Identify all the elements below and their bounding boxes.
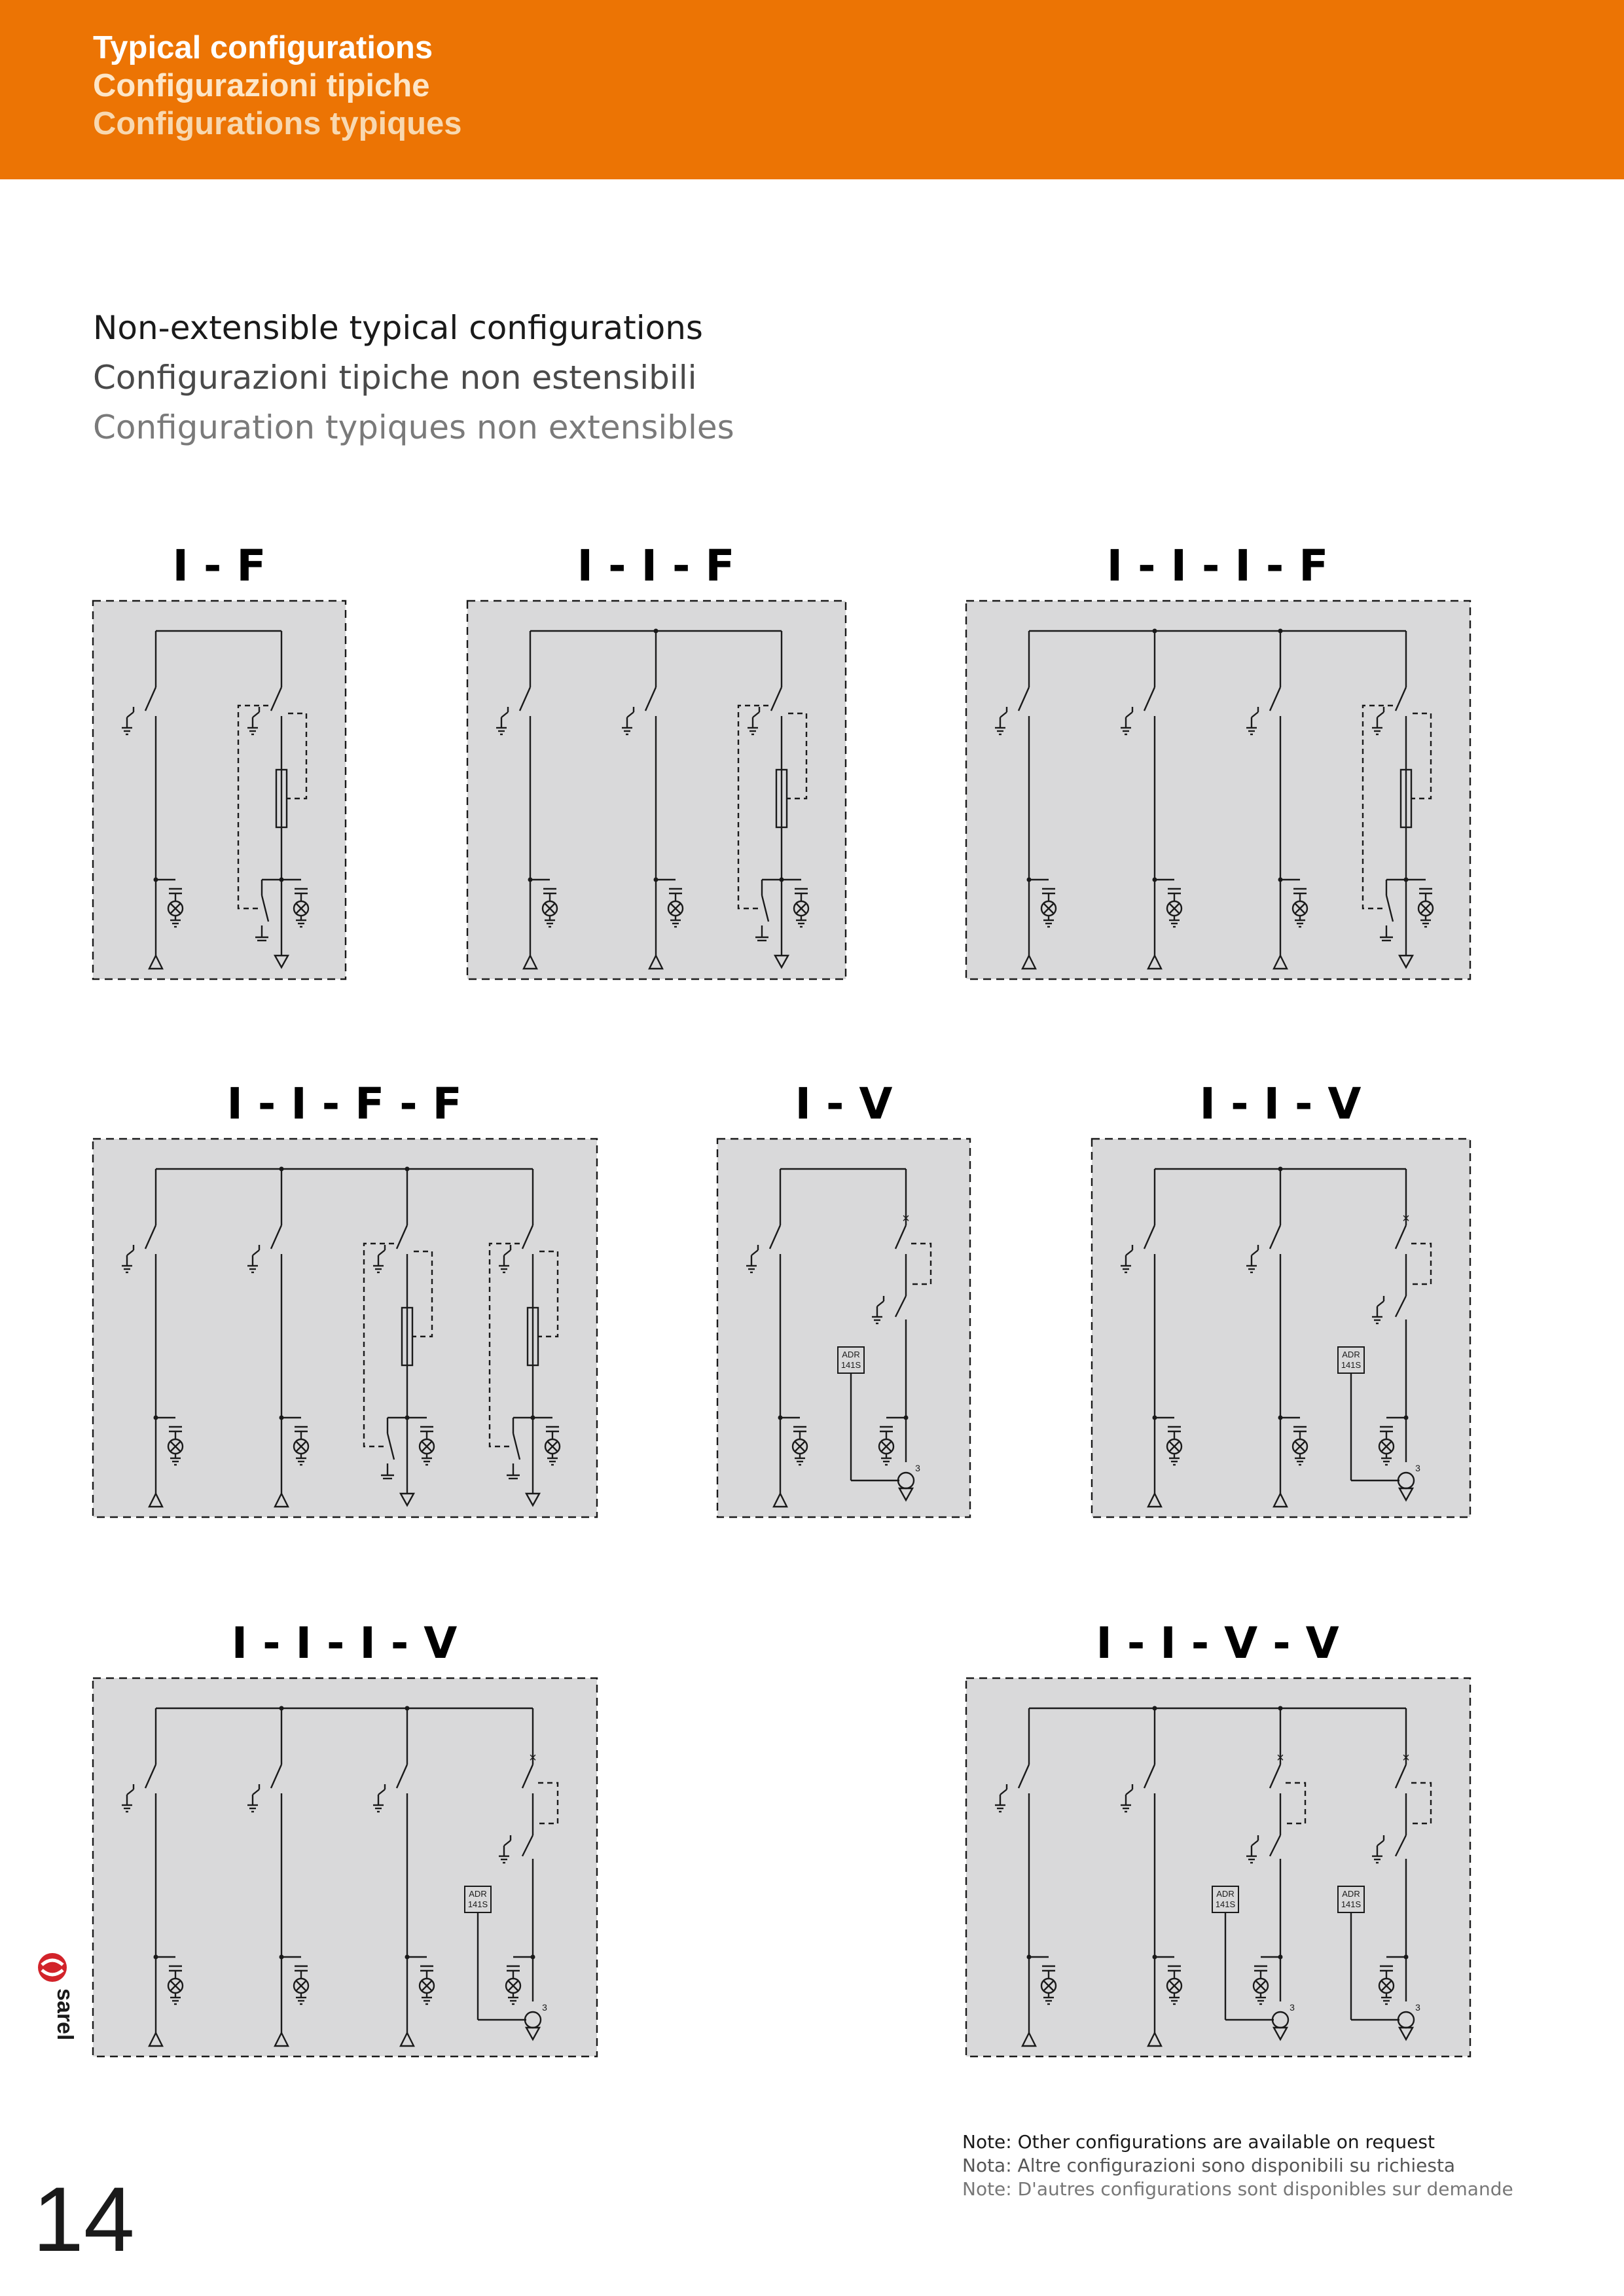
logo-text: sarel [52, 1988, 77, 2041]
section-title-fr: Configuration typiques non extensibles [93, 408, 734, 446]
note-it: Nota: Altre configurazioni sono disponibili su richiesta [962, 2155, 1456, 2176]
diagram-i-i-v-v [966, 1678, 1470, 2056]
relay-label-line1: ADR [1216, 1889, 1235, 1899]
breaker-mark: × [902, 1211, 910, 1226]
ct-number: 3 [1415, 1463, 1420, 1473]
diagram-panel [966, 1678, 1470, 2056]
diagram-panel [93, 1139, 597, 1517]
header-title-fr: Configurations typiques [93, 106, 462, 141]
relay-label-line1: ADR [1342, 1889, 1360, 1899]
relay-label-line2: 141S [1341, 1899, 1362, 1909]
diagram-i-i-v [1092, 1139, 1470, 1517]
note-en: Note: Other configurations are available on request [962, 2131, 1435, 2153]
ct-number: 3 [915, 1463, 920, 1473]
config-title-i-v: I - V [795, 1079, 893, 1129]
relay-label-line1: ADR [842, 1350, 860, 1359]
diagram-panel [93, 1678, 597, 2056]
ct-number: 3 [1290, 2002, 1295, 2013]
diagram-i-i-i-v [93, 1678, 597, 2056]
diagram-i-i-f [467, 601, 846, 979]
page-number: 14 [33, 2168, 135, 2270]
breaker-mark: × [1402, 1211, 1410, 1226]
breaker-mark: × [1276, 1751, 1284, 1765]
ct-number: 3 [1415, 2002, 1420, 2013]
diagram-i-f [93, 601, 346, 979]
config-title-i-i-i-f: I - I - I - F [1106, 541, 1329, 591]
relay-label-line2: 141S [1215, 1899, 1236, 1909]
config-title-i-i-f-f: I - I - F - F [226, 1079, 462, 1129]
diagram-i-v [717, 1139, 970, 1517]
config-title-i-i-f: I - I - F [577, 541, 735, 591]
breaker-mark: × [1402, 1751, 1410, 1765]
ct-number: 3 [542, 2002, 547, 2013]
header-title-en: Typical configurations [93, 30, 433, 65]
config-title-i-f: I - F [172, 541, 266, 591]
diagram-panel [966, 601, 1470, 979]
relay-label-line1: ADR [1342, 1350, 1360, 1359]
breaker-mark: × [529, 1751, 537, 1765]
diagram-panel [717, 1139, 970, 1517]
config-title-i-i-i-v: I - I - I - V [231, 1618, 458, 1668]
relay-label-line1: ADR [469, 1889, 487, 1899]
section-title-it: Configurazioni tipiche non estensibili [93, 359, 697, 397]
diagram-i-i-f-f [93, 1139, 597, 1517]
header-title-it: Configurazioni tipiche [93, 68, 430, 103]
section-title-en: Non-extensible typical configurations [93, 309, 703, 347]
config-title-i-i-v-v: I - I - V - V [1096, 1618, 1339, 1668]
diagram-panel [93, 601, 346, 979]
relay-label-line2: 141S [840, 1360, 861, 1370]
note-fr: Note: D'autres configurations sont disponibles sur demande [962, 2178, 1513, 2200]
sarel-logo-icon [35, 1950, 77, 2055]
relay-label-line2: 141S [1341, 1360, 1362, 1370]
relay-label-line2: 141S [467, 1899, 488, 1909]
config-title-i-i-v: I - I - V [1199, 1079, 1362, 1129]
diagram-i-i-i-f [966, 601, 1470, 979]
